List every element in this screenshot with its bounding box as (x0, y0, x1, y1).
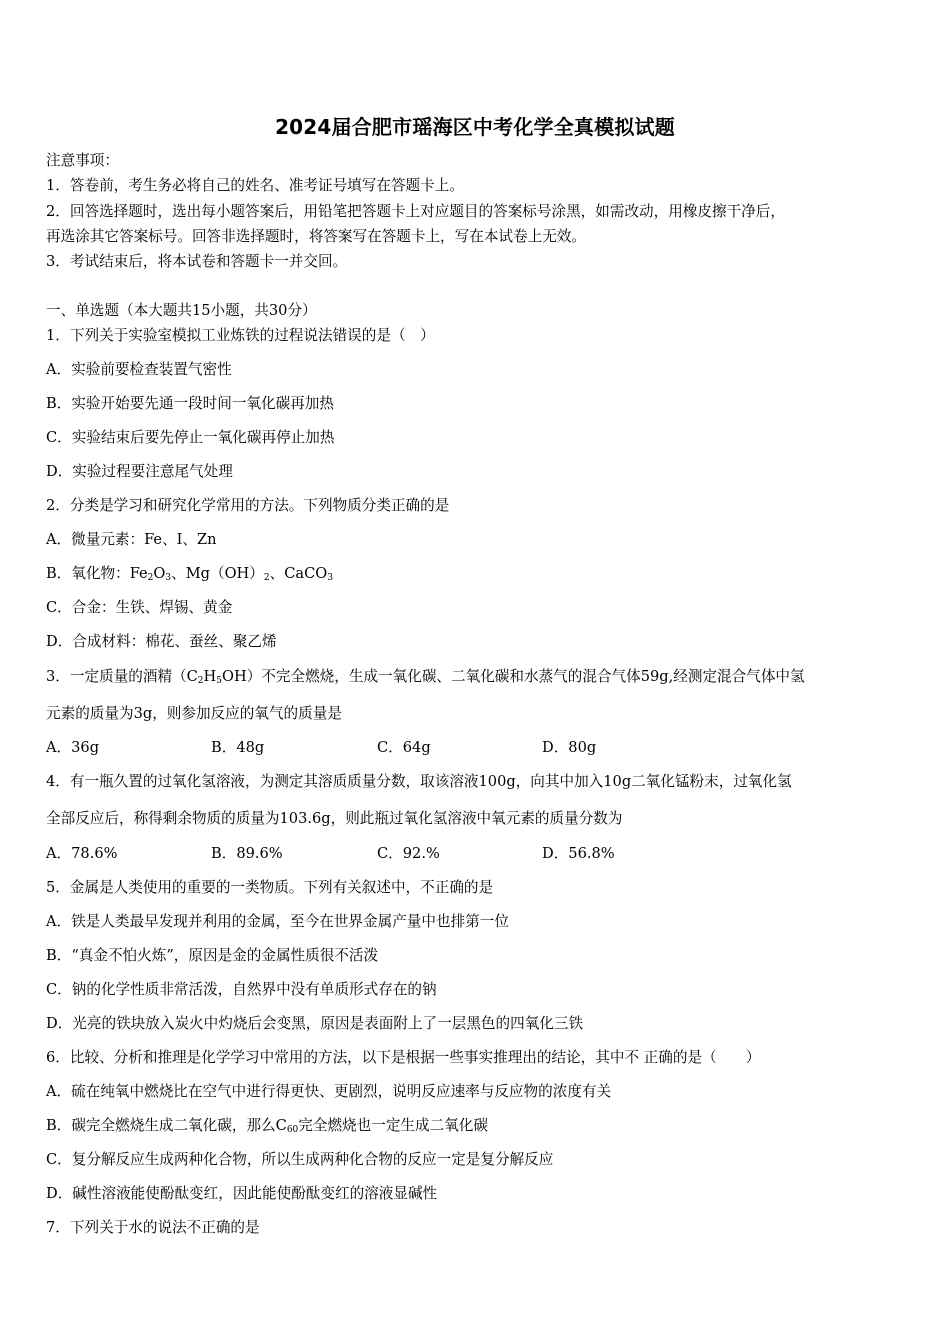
answer-option: C．合金：生铁、焊锡、黄金 (46, 599, 233, 616)
answer-option: A．铁是人类最早发现并利用的金属，至今在世界金属产量中也排第一位 (46, 913, 509, 930)
answer-option: D．光亮的铁块放入炭火中灼烧后会变黑，原因是表面附上了一层黑色的四氧化三铁 (46, 1015, 584, 1032)
answer-option: D．合成材料：棉花、蚕丝、聚乙烯 (46, 633, 277, 650)
question-stem: 6．比较、分析和推理是化学学习中常用的方法，以下是根据一些事实推理出的结论，其中不 正确的是（ ） (46, 1049, 761, 1066)
notice-item: 2．回答选择题时，选出每小题答案后，用铅笔把答题卡上对应题目的答案标号涂黑，如需改动，用橡皮擦干净后， (46, 203, 785, 220)
question-stem: 5．金属是人类使用的重要的一类物质。下列有关叙述中，不正确的是 (46, 879, 494, 896)
question-stem: 1．下列关于实验室模拟工业炼铁的过程说法错误的是（ ） (46, 327, 435, 344)
answer-option: C．复分解反应生成两种化合物，所以生成两种化合物的反应一定是复分解反应 (46, 1151, 554, 1168)
answer-option: D．56.8% (542, 845, 615, 862)
answer-option: A．实验前要检查装置气密性 (46, 361, 232, 378)
answer-option: C．钠的化学性质非常活泼，自然界中没有单质形式存在的钠 (46, 981, 437, 998)
notice-item: 3．考试结束后，将本试卷和答题卡一并交回。 (46, 253, 348, 270)
question-stem: 全部反应后，称得剩余物质的质量为103.6g，则此瓶过氧化氢溶液中氧元素的质量分数为 (46, 810, 623, 827)
question-stem: 7．下列关于水的说法不正确的是 (46, 1219, 260, 1236)
answer-option: B．碳完全燃烧生成二氧化碳，那么$C_{60}$完全燃烧也一定生成二氧化碳 (46, 1117, 488, 1135)
page-title: 2024届合肥市瑶海区中考化学全真模拟试题 (275, 115, 675, 139)
notice-item: 再选涂其它答案标号。回答非选择题时，将答案写在答题卡上，写在本试卷上无效。 (46, 228, 586, 245)
question-stem: 3．一定质量的酒精$(C_2H_5OH)$不完全燃烧，生成一氧化碳、二氧化碳和水蒸气的混合气体59g,经测定混合气体中氢 (46, 668, 805, 686)
answer-option: D．碱性溶液能使酚酞变红，因此能使酚酞变红的溶液显碱性 (46, 1185, 438, 1202)
section-heading: 一、单选题（本大题共15小题，共30分） (46, 302, 317, 319)
answer-option: D．80g (542, 739, 597, 756)
question-stem: 元素的质量为3g，则参加反应的氧气的质量是 (46, 705, 342, 722)
answer-option: A．78.6% (46, 845, 118, 862)
answer-option: A．36g (46, 739, 100, 756)
notice-item: 1．答卷前，考生务必将自己的姓名、准考证号填写在答题卡上。 (46, 177, 464, 194)
answer-option: B．氧化物：$Fe_2O_3$、$Mg(OH)_2$、CaCO$_3$ (46, 565, 333, 583)
answer-option: B．“真金不怕火炼”，原因是金的金属性质很不活泼 (46, 947, 379, 964)
answer-option: A．硫在纯氧中燃烧比在空气中进行得更快、更剧烈，说明反应速率与反应物的浓度有关 (46, 1083, 612, 1100)
answer-option: C．92.% (377, 845, 440, 862)
answer-option: C．实验结束后要先停止一氧化碳再停止加热 (46, 429, 335, 446)
answer-option: C．64g (377, 739, 431, 756)
answer-option: B．89.6% (211, 845, 283, 862)
answer-option: B．实验开始要先通一段时间一氧化碳再加热 (46, 395, 335, 412)
answer-option: A．微量元素：Fe、I、Zn (46, 531, 217, 548)
answer-option: D．实验过程要注意尾气处理 (46, 463, 233, 480)
answer-option: B．48g (211, 739, 265, 756)
question-stem: 2．分类是学习和研究化学常用的方法。下列物质分类正确的是 (46, 497, 450, 514)
notice-heading: 注意事项： (46, 152, 119, 169)
question-stem: 4．有一瓶久置的过氧化氢溶液，为测定其溶质质量分数，取该溶液100g，向其中加入10g二氧化锰粉末，过氧化氢 (46, 773, 792, 790)
